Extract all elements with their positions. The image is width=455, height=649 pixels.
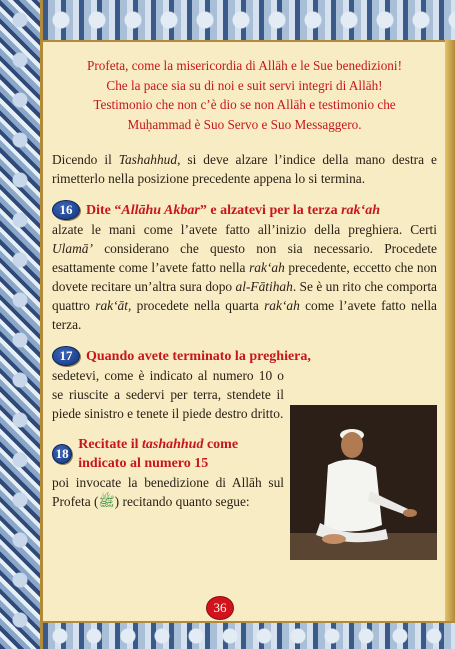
step-title: Recitate il tashahhud come indicato al numero 15 — [78, 437, 239, 471]
step-body: sedetevi, come è indicato al numero 10 o se riuscite a sedervi per terra, stendete il piede sinistro e tenete il piede destro dritto. — [52, 368, 284, 421]
left-ornament-border — [0, 0, 43, 649]
page-number: 36 — [206, 596, 234, 620]
step-body: poi invocate la benedizione di Allāh sul Profeta (ﷺ) recitando quanto segue: — [52, 475, 284, 509]
salawat-block — [52, 56, 437, 134]
salawat-line: Testimonio che non c’è dio se non Allāh e testimonio che — [93, 97, 396, 112]
step-number-badge: 18 — [52, 444, 72, 464]
tashahhud-paragraph — [52, 150, 437, 188]
step-number-badge: 17 — [52, 346, 80, 366]
salawat-line: Muḥammad è Suo Servo e Suo Messaggero. — [127, 116, 362, 132]
step-title: Quando avete terminato la preghiera, — [86, 348, 311, 364]
term-tashahhud: Tashahhud — [118, 152, 178, 167]
praying-man-illustration — [290, 405, 437, 560]
sitting-posture-photo — [290, 405, 437, 560]
right-gold-edge — [445, 40, 455, 623]
text-run: Dicendo il — [52, 152, 119, 167]
salawat-line: Profeta, come la misericordia di Allāh e le Sue benedizioni! — [87, 58, 402, 73]
bottom-ornament-border — [43, 621, 455, 649]
text-run: , si deve alzare l’indice della mano destra e rimetterlo nella posizione precedente appena lo si termina. — [52, 152, 437, 186]
step-16 — [52, 200, 437, 334]
salla-allahu-symbol: ﷺ — [98, 494, 115, 509]
top-ornament-border — [43, 0, 455, 42]
step-number-badge: 16 — [52, 200, 80, 220]
step-body: alzate le mani come l’avete fatto all’inizio della preghiera. Certi Ulamā’ considerano che questo non sia necessario. Procedete esattamente come l’avete fatto nella rak‘ah precedente, eccetto che non dovete recitare un’altra sura dopo al-Fātihah. Se è un rito che comporta quattro rak‘āt, procedete nella quarta rak‘ah come l’avete fatto nella terza. — [52, 222, 437, 332]
salawat-line: Che la pace sia su di noi e suit servi integri di Allāh! — [106, 77, 383, 93]
step-title: Dite “Allāhu Akbar” e alzatevi per la terza rak‘ah — [86, 202, 381, 218]
